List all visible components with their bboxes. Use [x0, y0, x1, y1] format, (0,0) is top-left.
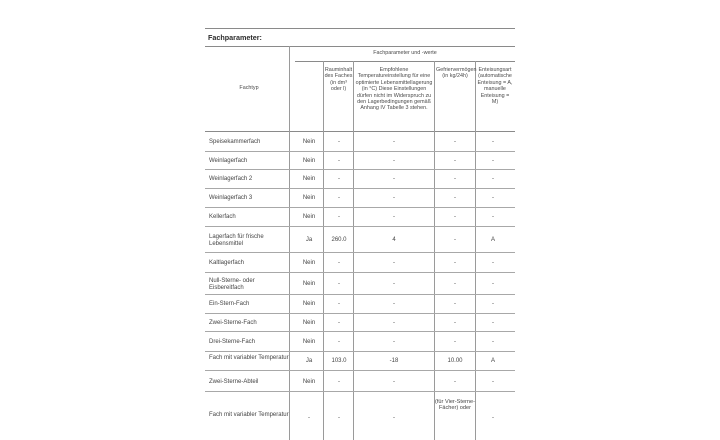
freezing-capacity-cell: -: [454, 214, 456, 220]
volume-cell: -: [338, 176, 340, 182]
freezing-capacity-cell: -: [454, 259, 456, 266]
present-cell: Nein: [302, 259, 316, 266]
row-label: Zwei-Sterne-Abteil: [209, 378, 259, 385]
volume-cell: -: [338, 414, 340, 421]
title-rule: [205, 46, 515, 47]
present-cell: Nein: [302, 319, 316, 326]
temperature-cell: -: [393, 176, 395, 182]
row-divider: [205, 188, 515, 189]
defrost-type-cell: -: [492, 176, 494, 182]
volume-cell: -: [338, 378, 340, 385]
row-label: Null-Sterne- oder Eisbereitfach: [209, 277, 255, 291]
temperature-cell: -18: [389, 358, 399, 364]
present-cell: Nein: [302, 378, 316, 385]
group-rule: [295, 61, 515, 62]
row-divider: [205, 294, 515, 295]
freezing-capacity-cell: -: [454, 139, 456, 145]
row-label: Kellerfach: [209, 214, 236, 220]
present-cell: -: [308, 414, 310, 421]
temperature-cell: -: [393, 319, 395, 326]
defrost-type-cell: -: [492, 259, 494, 266]
temperature-cell: -: [393, 280, 395, 287]
defrost-type-cell: -: [492, 139, 494, 145]
freezing-capacity-cell: -: [454, 338, 456, 345]
temperature-cell: -: [393, 338, 395, 345]
volume-cell: -: [338, 280, 340, 287]
temperature-cell: -: [393, 214, 395, 220]
present-cell: Ja: [305, 236, 313, 243]
present-cell: Nein: [302, 338, 316, 345]
col-divider: [289, 46, 290, 440]
row-divider: [205, 370, 515, 371]
defrost-type-cell: -: [492, 414, 494, 421]
col-divider: [475, 61, 476, 440]
row-divider: [205, 169, 515, 170]
volume-cell: 103.0: [331, 358, 347, 364]
row-divider: [205, 313, 515, 314]
volume-cell: 260.0: [331, 236, 347, 243]
temperature-cell: -: [393, 139, 395, 145]
temperature-cell: -: [393, 414, 395, 421]
volume-cell: -: [338, 319, 340, 326]
volume-cell: -: [338, 139, 340, 145]
freezing-capacity-cell: 10.00: [447, 358, 463, 364]
freezing-capacity-header: Gefriervermögen (in kg/24h): [436, 67, 477, 80]
row-divider: [205, 272, 515, 273]
freezing-capacity-cell: -: [454, 301, 456, 307]
defrost-type-cell: -: [492, 378, 494, 385]
freezing-capacity-cell: -: [454, 176, 456, 182]
table-title: Fachparameter:: [208, 33, 262, 42]
volume-cell: -: [338, 338, 340, 345]
row-label: Lagerfach für frische Lebensmittel: [209, 233, 264, 247]
temperature-cell: -: [393, 301, 395, 307]
row-label: Kaltlagerfach: [209, 259, 245, 266]
row-label: Weinlagerfach: [209, 157, 248, 164]
top-rule: [205, 28, 515, 29]
defrost-type-cell: -: [492, 157, 494, 164]
volume-cell: -: [338, 214, 340, 220]
volume-cell: -: [338, 157, 340, 164]
volume-cell: -: [338, 301, 340, 307]
present-cell: Nein: [302, 139, 316, 145]
group-header: Fachparameter und -werte: [373, 50, 437, 56]
row-label: Fach mit variabler Temperatur: [209, 411, 289, 418]
row-divider: [205, 351, 515, 352]
temperature-cell: 4: [392, 236, 396, 243]
freezing-capacity-cell: -: [454, 195, 456, 201]
row-label: Weinlagerfach 3: [209, 195, 253, 201]
row-divider: [205, 226, 515, 227]
freezing-capacity-cell: -: [454, 157, 456, 164]
present-cell: Nein: [302, 280, 316, 287]
row-label: Fach mit variabler Temperatur: [209, 355, 289, 361]
freezing-capacity-cell: (für Vier-Sterne-Fächer) oder: [435, 399, 475, 412]
fachparameter-table: [205, 27, 515, 440]
row-label: Weinlagerfach 2: [209, 176, 253, 182]
defrost-type-cell: A: [490, 358, 495, 364]
volume-header: Rauminhalt des Faches (in dm³ oder l): [324, 67, 353, 93]
freezing-capacity-cell: -: [454, 378, 456, 385]
temperature-cell: -: [393, 378, 395, 385]
freezing-capacity-cell: -: [454, 280, 456, 287]
temperature-cell: -: [393, 195, 395, 201]
temperature-cell: -: [393, 259, 395, 266]
temperature-cell: -: [393, 157, 395, 164]
row-label: Zwei-Sterne-Fach: [209, 319, 257, 326]
defrost-type-cell: -: [492, 319, 494, 326]
fachtyp-header: Fachtyp: [239, 85, 259, 91]
defrost-type-header: Enteisungsart (automatische Enteisung = A, manuelle Enteisung = M): [477, 67, 513, 106]
row-divider: [205, 391, 515, 392]
defrost-type-cell: A: [490, 236, 495, 243]
present-cell: Nein: [302, 157, 316, 164]
defrost-type-cell: -: [492, 195, 494, 201]
row-divider: [205, 207, 515, 208]
freezing-capacity-cell: -: [454, 236, 456, 243]
row-label: Ein-Stern-Fach: [209, 301, 250, 307]
defrost-type-cell: -: [492, 214, 494, 220]
row-divider: [205, 331, 515, 332]
defrost-type-cell: -: [492, 280, 494, 287]
present-cell: Ja: [305, 358, 313, 364]
present-cell: Nein: [302, 195, 316, 201]
row-label: Drei-Sterne-Fach: [209, 338, 256, 345]
header-rule: [205, 131, 515, 132]
temperature-header: Empfohlene Temperatureinstellung für eine optimierte Lebensmittellagerung (in °C) Diese Einstellungen dürfen nicht im Widerspruch zu den Lagerbedingungen gemäß Anhang IV Tabelle 3 stehen.: [355, 67, 433, 112]
defrost-type-cell: -: [492, 338, 494, 345]
defrost-type-cell: -: [492, 301, 494, 307]
volume-cell: -: [338, 259, 340, 266]
present-cell: Nein: [302, 301, 316, 307]
present-cell: Nein: [302, 176, 316, 182]
freezing-capacity-cell: -: [454, 319, 456, 326]
row-divider: [205, 151, 515, 152]
volume-cell: -: [338, 195, 340, 201]
row-label: Speisekammerfach: [209, 139, 261, 145]
present-cell: Nein: [302, 214, 316, 220]
row-divider: [205, 252, 515, 253]
